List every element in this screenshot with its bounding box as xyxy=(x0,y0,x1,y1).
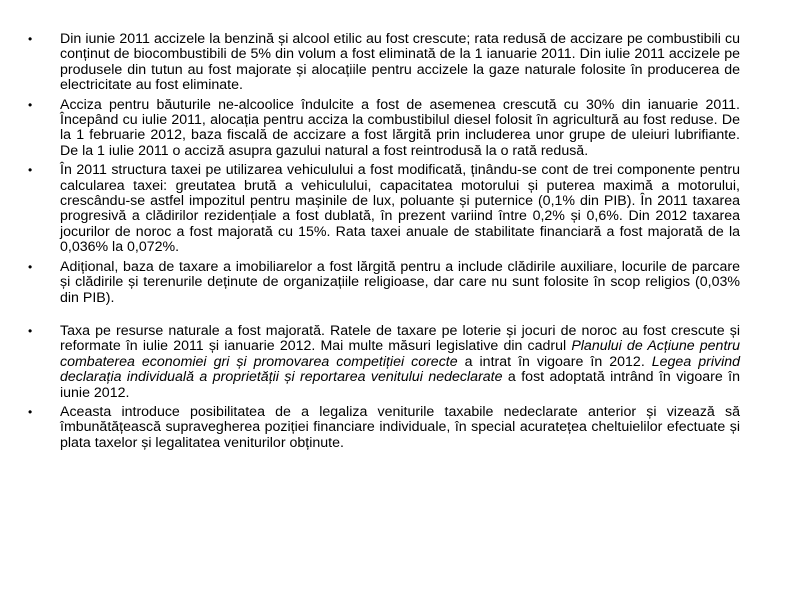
bullet-dot-icon: • xyxy=(28,97,33,112)
bullet-text-part-3: a fost adoptată intrând în vigoare în iunie 2012. xyxy=(60,369,740,401)
bullet-dot-icon: • xyxy=(28,404,33,419)
action-plan-title: Planului de Acțiune pentru combaterea economiei gri și promovarea competiției corecte xyxy=(60,338,741,370)
bullet-text: Adițional, baza de taxare a imobiliarelor a fost lărgită pentru a include clădirile auxiliare, locurile de parcare și clădirile și terenurile deținute de organizațiile religioase, dar care nu sunt folosite în scop religios (0,03% din PIB). xyxy=(60,258,740,306)
bullet-text: În 2011 structura taxei pe utilizarea vehiculului a fost modificată, ținându-se cont de trei componente pentru calcularea taxei: greutatea brută a vehiculului, capacitatea motorului și puterea maximă a motorului, crescându-se astfel impozitul pentru mașinile de lux, poluante și puternice (0,1% din PIB). În 2011 taxarea progresivă a clădirilor rezidențiale a fost dublată, în prezent variind între 0,2% și 0,6%. Din 2012 taxarea jocurilor de noroc a fost majorată cu 15%. Rata taxei anuale de stabilitate financiară a fost majorată de la 0,036% la 0,072%. xyxy=(60,162,740,256)
bullet-text: Acciza pentru băuturile ne-alcoolice îndulcite a fost de asemenea crescută cu 30% din ianuarie 2011. Începând cu iulie 2011, alocația pentru acciza la combustibilul diesel folosit în agricultură au fost reduse. De la 1 februarie 2012, baza fiscală de accizare a fost lărgită prin includerea unor grupe de uleiuri lubrifiante. De la 1 iulie 2011 o acciză asupra gazului natural a fost reintrodusă la o rată redusă. xyxy=(60,96,740,159)
bullet-item-excise-soft-drinks xyxy=(28,98,740,160)
bullet-text-part-1: Taxa pe resurse naturale a fost majorată. Ratele de taxare pe loterie și jocuri de noroc au fost crescute și reformate în iulie 2011 și ianuarie 2012. Mai multe măsuri legislative din cadrul xyxy=(60,322,740,355)
bullet-text: Aceasta introduce posibilitatea de a legaliza veniturile taxabile nedeclarate anterior și vizează să îmbunătățească supravegherea poziției financiare individuale, în special acuratețea cheltuielilor efectuate și plata taxelor și legalitatea veniturilor obținute. xyxy=(60,403,740,451)
bullet-item-vehicle-tax xyxy=(28,163,740,255)
bullet-dot-icon: • xyxy=(28,163,33,178)
bullet-item-legalize-income xyxy=(28,405,740,451)
bullet-dot-icon: • xyxy=(28,32,33,46)
bullet-item-natural-resources-tax xyxy=(28,324,740,401)
bullet-item-excise-fuel-alcohol xyxy=(28,32,740,94)
bullet-item-real-estate-base xyxy=(28,260,740,306)
bullet-text-part-2: a intrat în vigoare în 2012. xyxy=(457,353,652,370)
law-title: Legea privind declarația individuală a proprietății și reportarea venitului nedeclarate xyxy=(60,353,741,386)
bullet-text: Din iunie 2011 accizele la benzină și alcool etilic au fost crescute; rata redusă de accizare pe combustibili cu conținut de biocombustibili de 5% din volum a fost eliminată de la 1 ianuarie 2011. Din iulie 2011 accizele pe produsele din tutun au fost majorate și alocațiile pentru accizele la gaze naturale folosite în producerea de electricitate au fost eliminate. xyxy=(60,31,740,94)
bullet-text xyxy=(60,324,740,401)
bullet-dot-icon: • xyxy=(28,323,33,338)
bullet-dot-icon: • xyxy=(28,259,33,274)
bullet-list xyxy=(28,32,740,451)
